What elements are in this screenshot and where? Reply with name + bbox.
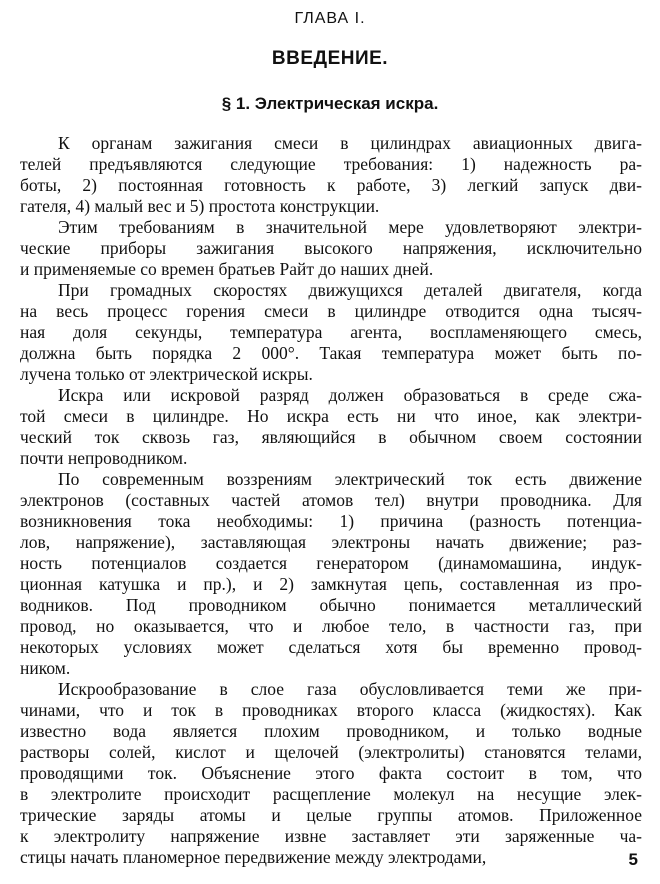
paragraph bbox=[20, 217, 642, 280]
text-line: гателя, 4) малый вес и 5) простота конструкции. bbox=[20, 196, 380, 216]
text-line: на весь процесс горения смеси в цилиндре отводится одна тысяч- bbox=[20, 301, 642, 321]
text-line: почти непроводником. bbox=[20, 448, 188, 468]
text-line: Этим требованиям в значительной мере удовлетворяют электри- bbox=[58, 217, 642, 237]
text-line: ческий ток сквозь газ, являющийся в обычном своем состоянии bbox=[20, 427, 642, 447]
text-line: возникновения тока необходимы: 1) причина (разность потенциа- bbox=[20, 511, 642, 531]
text-line: растворы солей, кислот и щелочей (электролиты) становятся телами, bbox=[20, 742, 642, 762]
text-line: ность потенциалов создается генератором (динамомашина, индук- bbox=[20, 553, 642, 573]
text-line: должна быть порядка 2 000°. Такая температура может быть по- bbox=[20, 343, 642, 363]
text-line: лучена только от электрической искры. bbox=[20, 364, 313, 384]
text-line: боты, 2) постоянная готовность к работе, 3) легкий запуск дви- bbox=[20, 175, 642, 195]
text-line: провод, но оказывается, что и любое тело, в частности газ, при bbox=[20, 616, 642, 636]
text-line: Искрообразование в слое газа обусловливается теми же при- bbox=[58, 679, 642, 699]
text-line: некоторых условиях может сделаться хотя бы временно провод- bbox=[20, 637, 642, 657]
paragraph bbox=[20, 133, 642, 217]
text-line: к электролиту напряжение извне заставляет эти заряженные ча- bbox=[20, 826, 642, 846]
text-line: телей предъявляются следующие требования: 1) надежность ра- bbox=[20, 154, 642, 174]
text-line: К органам зажигания смеси в цилиндрах авиационных двига- bbox=[58, 133, 642, 153]
text-line: известно вода является плохим проводником, и только водные bbox=[20, 721, 642, 741]
text-line: лов, напряжение), заставляющая электроны начать движение; раз- bbox=[20, 532, 642, 552]
text-line: проводящими ток. Объяснение этого факта состоит в том, что bbox=[20, 763, 642, 783]
main-title: ВВЕДЕНИЕ. bbox=[271, 48, 389, 69]
text-line: Искра или искровой разряд должен образоваться в среде сжа- bbox=[58, 385, 642, 405]
text-line: чинами, что и ток в проводниках второго класса (жидкостях). Как bbox=[20, 700, 642, 720]
text-line: электронов (составных частей атомов тел) внутри проводника. Для bbox=[20, 490, 642, 510]
text-line: ческие приборы зажигания высокого напряжения, исключительно bbox=[20, 238, 642, 258]
chapter-heading: ГЛАВА I. bbox=[294, 10, 366, 27]
paragraph bbox=[20, 469, 642, 679]
text-line: той смеси в цилиндре. Но искра есть ни что иное, как электри- bbox=[20, 406, 642, 426]
paragraph bbox=[20, 385, 642, 469]
paragraph bbox=[20, 280, 642, 385]
body-text bbox=[20, 133, 642, 868]
paragraph bbox=[20, 679, 642, 868]
text-line: и применяемые со времен братьев Райт до наших дней. bbox=[20, 259, 434, 279]
page-number: 5 bbox=[628, 850, 638, 869]
text-line: в электролите происходит расщепление молекул на несущие элек- bbox=[20, 784, 642, 804]
text-line: При громадных скоростях движущихся деталей двигателя, когда bbox=[58, 280, 642, 300]
text-line: ная доля секунды, температура агента, воспламеняющего смесь, bbox=[20, 322, 642, 342]
section-title: § 1. Электрическая искра. bbox=[221, 94, 439, 113]
text-line: водников. Под проводником обычно понимается металлический bbox=[20, 595, 642, 615]
text-line: стицы начать планомерное передвижение между электродами, bbox=[20, 847, 487, 867]
text-line: трические заряды атомы и целые группы атомов. Приложенное bbox=[20, 805, 642, 825]
text-line: ником. bbox=[20, 658, 71, 678]
text-line: По современным воззрениям электрический ток есть движение bbox=[58, 469, 642, 489]
text-line: ционная катушка и пр.), и 2) замкнутая цепь, составленная из про- bbox=[20, 574, 642, 594]
